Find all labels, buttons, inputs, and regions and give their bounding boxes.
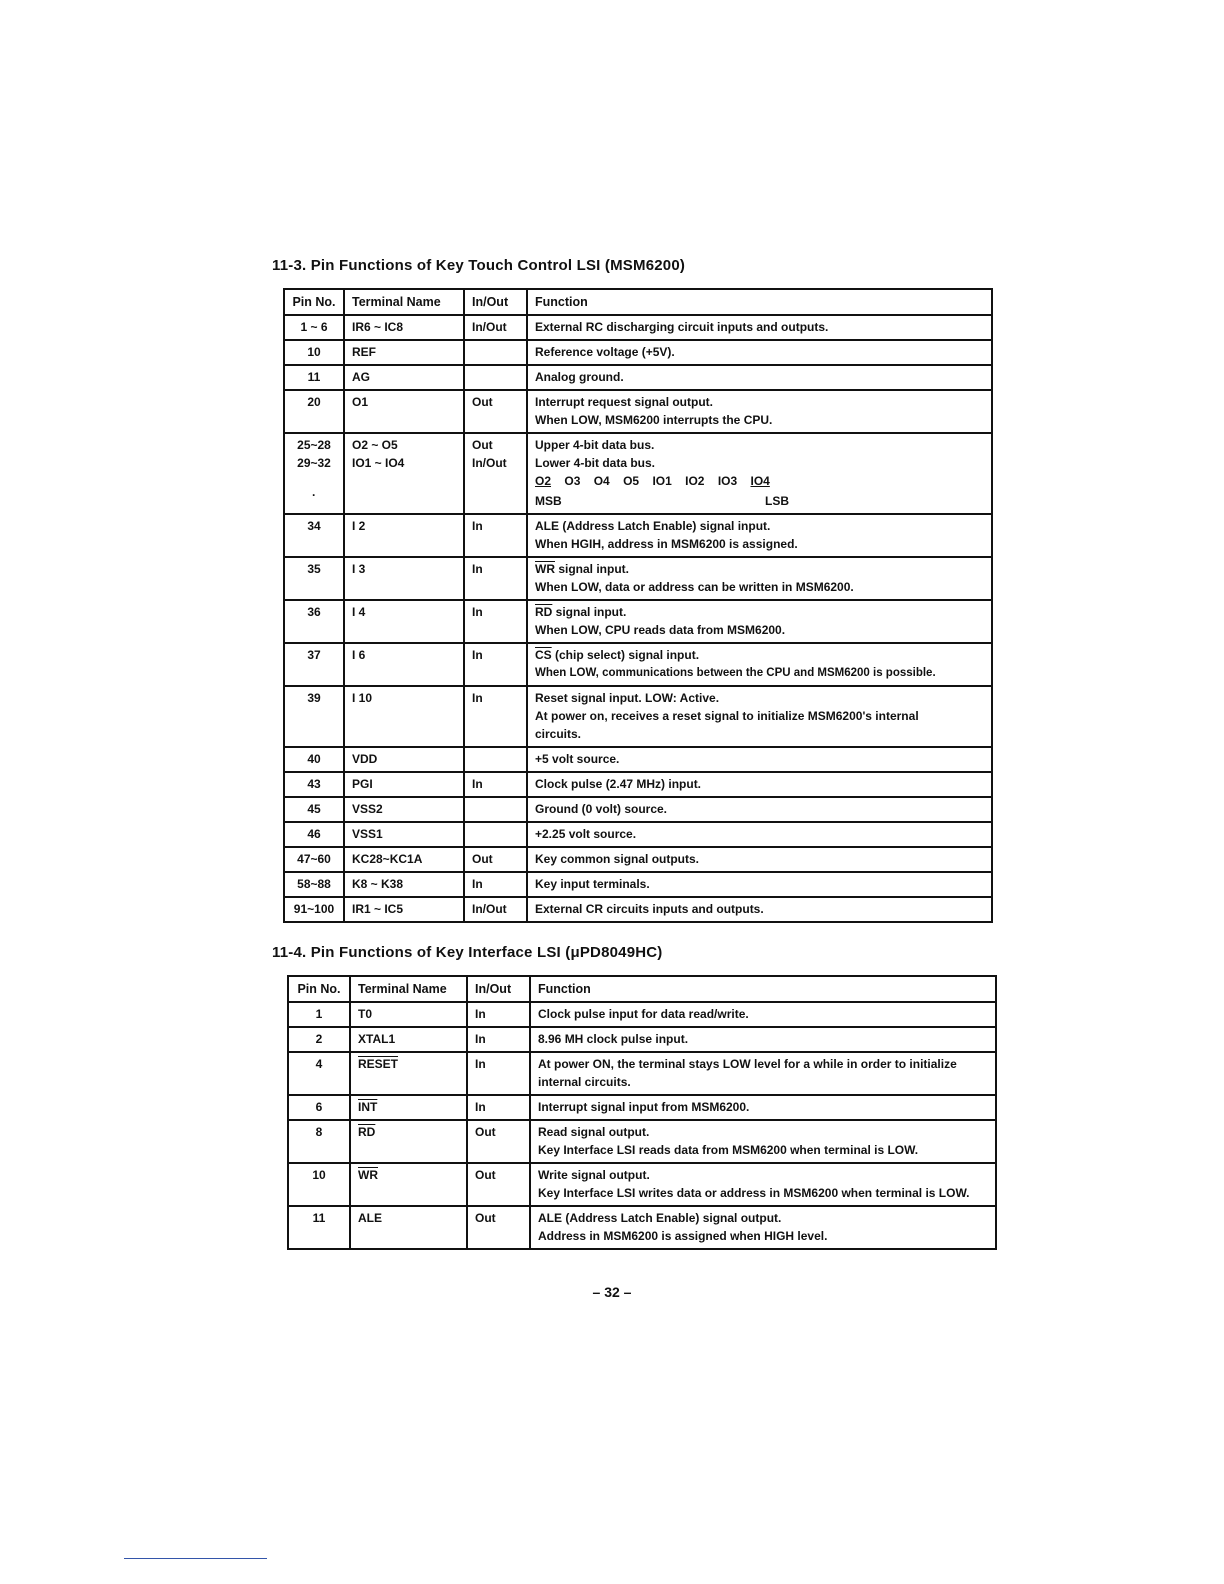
section-title-key-interface-lsi: 11-4. Pin Functions of Key Interface LSI (μPD8049HC) <box>272 944 663 961</box>
function <box>527 340 992 365</box>
function <box>527 797 992 822</box>
pin-no: 39 <box>284 686 344 747</box>
in-out: In <box>464 772 527 797</box>
stray-dot: · <box>312 488 316 502</box>
in-out: In <box>464 600 527 643</box>
function <box>530 1027 996 1052</box>
table-row <box>284 315 992 340</box>
terminal-name: KC28~KC1A <box>344 847 464 872</box>
function <box>527 643 992 686</box>
terminal-name: I 6 <box>344 643 464 686</box>
bit-label: O5 <box>623 474 640 488</box>
function-line <box>535 646 984 664</box>
table-row <box>284 686 992 747</box>
function <box>530 1052 996 1095</box>
terminal-name: PGI <box>344 772 464 797</box>
function-line: ALE (Address Latch Enable) signal output. <box>538 1211 782 1225</box>
header-in-out: In/Out <box>464 289 527 315</box>
signal-suffix: (chip select) signal input. <box>551 648 700 662</box>
table-row <box>288 1002 996 1027</box>
in-out <box>464 365 527 390</box>
function <box>527 686 992 747</box>
pin-no: 1 <box>288 1002 350 1027</box>
in-out: In <box>464 514 527 557</box>
terminal-upper: O2 ~ O5 <box>352 438 398 452</box>
function <box>527 390 992 433</box>
pin-no: 46 <box>284 822 344 847</box>
terminal-name <box>350 1052 467 1095</box>
function <box>527 315 992 340</box>
terminal-lower: IO1 ~ IO4 <box>352 456 405 470</box>
pin-no: 10 <box>288 1163 350 1206</box>
terminal-name <box>350 1163 467 1206</box>
in-out: In/Out <box>464 315 527 340</box>
bit-label: IO4 <box>750 474 770 488</box>
terminal-name: T0 <box>350 1002 467 1027</box>
signal-wr: $\overline{WR}$ <box>535 562 555 576</box>
function-line: Key Interface LSI reads data from MSM6200 when terminal is LOW. <box>538 1143 919 1157</box>
function-line: Interrupt signal input from MSM6200. <box>538 1100 750 1114</box>
table-header-row <box>288 976 996 1002</box>
in-out <box>464 433 527 514</box>
section-title-key-touch-lsi: 11-3. Pin Functions of Key Touch Control LSI (MSM6200) <box>272 257 686 274</box>
table-row <box>288 1120 996 1163</box>
table-row <box>284 643 992 686</box>
function-line: At power on, receives a reset signal to initialize MSM6200's internal circuits. <box>535 709 919 741</box>
pin-no: 37 <box>284 643 344 686</box>
pin-no: 91~100 <box>284 897 344 922</box>
in-out: In <box>467 1027 530 1052</box>
terminal-reset: RESET <box>358 1057 399 1071</box>
pin-no: 20 <box>284 390 344 433</box>
function-line: Upper 4-bit data bus. <box>535 438 655 452</box>
terminal-name: IR6 ~ IC8 <box>344 315 464 340</box>
in-out <box>464 822 527 847</box>
function <box>527 514 992 557</box>
function <box>527 433 992 514</box>
function-line <box>535 603 984 621</box>
function <box>527 557 992 600</box>
function-line: When HGIH, address in MSM6200 is assigned. <box>535 537 798 551</box>
terminal-name: VSS2 <box>344 797 464 822</box>
function <box>527 822 992 847</box>
terminal-name <box>350 1120 467 1163</box>
header-terminal-name: Terminal Name <box>344 289 464 315</box>
pin-no: 1 ~ 6 <box>284 315 344 340</box>
function-line: Interrupt request signal output. <box>535 395 714 409</box>
function-line: Ground (0 volt) source. <box>535 802 668 816</box>
pin-no: 6 <box>288 1095 350 1120</box>
function-line <box>535 560 984 578</box>
function <box>527 747 992 772</box>
terminal-rd: $\overline{RD}$ <box>358 1125 376 1139</box>
table-row <box>284 514 992 557</box>
function-line: When LOW, CPU reads data from MSM6200. <box>535 623 786 637</box>
lsb-label: LSB <box>765 494 789 508</box>
terminal-name: K8 ~ K38 <box>344 872 464 897</box>
pin-no: 11 <box>284 365 344 390</box>
terminal-name: I 4 <box>344 600 464 643</box>
signal-suffix: signal input. <box>555 562 629 576</box>
in-out: In <box>464 872 527 897</box>
bit-label: O4 <box>593 474 610 488</box>
header-pin-no: Pin No. <box>288 976 350 1002</box>
function-line: External CR circuits inputs and outputs. <box>535 902 764 916</box>
function <box>527 772 992 797</box>
pin-no: 47~60 <box>284 847 344 872</box>
terminal-name <box>350 1095 467 1120</box>
in-out: In <box>464 686 527 747</box>
terminal-name: ALE <box>350 1206 467 1249</box>
function-line: Read signal output. <box>538 1125 650 1139</box>
terminal-name: I 3 <box>344 557 464 600</box>
table-row <box>288 1095 996 1120</box>
function-line: +2.25 volt source. <box>535 827 637 841</box>
function-line: Key Interface LSI writes data or address in MSM6200 when terminal is LOW. <box>538 1186 970 1200</box>
pin-no: 11 <box>288 1206 350 1249</box>
function-line: ALE (Address Latch Enable) signal input. <box>535 519 771 533</box>
header-function: Function <box>527 289 992 315</box>
function-line: +5 volt source. <box>535 752 620 766</box>
function-line: Reset signal input. LOW: Active. <box>535 691 720 705</box>
function-line: Write signal output. <box>538 1168 650 1182</box>
function <box>527 897 992 922</box>
table-row <box>284 822 992 847</box>
in-out: In/Out <box>464 897 527 922</box>
pin-table-msm6200 <box>283 288 993 923</box>
bit-label: O3 <box>564 474 581 488</box>
header-function: Function <box>530 976 996 1002</box>
function <box>530 1206 996 1249</box>
terminal-wr: $\overline{WR}$ <box>358 1168 378 1182</box>
in-out: In <box>467 1052 530 1095</box>
function <box>530 1120 996 1163</box>
function <box>530 1163 996 1206</box>
pin-no: 58~88 <box>284 872 344 897</box>
table-row <box>284 340 992 365</box>
msb-label: MSB <box>535 494 562 508</box>
header-terminal-name: Terminal Name <box>350 976 467 1002</box>
terminal-name: REF <box>344 340 464 365</box>
table-row <box>284 365 992 390</box>
pin-no: 35 <box>284 557 344 600</box>
pin-table-upd8049hc <box>287 975 997 1250</box>
function-line: Key common signal outputs. <box>535 852 700 866</box>
pin-no: 43 <box>284 772 344 797</box>
header-pin-no: Pin No. <box>284 289 344 315</box>
in-out-upper: Out <box>472 438 493 452</box>
page-number: – 32 – <box>592 1284 632 1300</box>
function-line: Address in MSM6200 is assigned when HIGH level. <box>538 1229 828 1243</box>
bit-order <box>535 472 984 490</box>
in-out <box>464 340 527 365</box>
bit-label: IO1 <box>652 474 672 488</box>
terminal-name: VDD <box>344 747 464 772</box>
pin-no: 34 <box>284 514 344 557</box>
function-line: Analog ground. <box>535 370 624 384</box>
pin-no: 8 <box>288 1120 350 1163</box>
signal-suffix: signal input. <box>552 605 627 619</box>
terminal-name: I 2 <box>344 514 464 557</box>
table-row <box>284 847 992 872</box>
table-row <box>284 600 992 643</box>
terminal-int: $\overline{INT}$ <box>358 1100 378 1114</box>
table-row <box>284 797 992 822</box>
in-out: In <box>467 1095 530 1120</box>
bit-label: IO2 <box>685 474 705 488</box>
terminal-name: VSS1 <box>344 822 464 847</box>
in-out-lower: In/Out <box>472 456 507 470</box>
table-row <box>284 872 992 897</box>
terminal-name: O1 <box>344 390 464 433</box>
msb-lsb-row <box>535 492 789 510</box>
pin-no: 40 <box>284 747 344 772</box>
signal-rd: $\overline{RD}$ <box>535 605 553 619</box>
function-line: Clock pulse input for data read/write. <box>538 1007 749 1021</box>
in-out <box>464 797 527 822</box>
pin-no <box>284 433 344 514</box>
function-line: When LOW, MSM6200 interrupts the CPU. <box>535 413 773 427</box>
pin-no-lower: 29~32 <box>297 456 331 470</box>
table-row <box>288 1027 996 1052</box>
in-out: In <box>467 1002 530 1027</box>
function-line: Lower 4-bit data bus. <box>535 456 656 470</box>
function-line: External RC discharging circuit inputs and outputs. <box>535 320 829 334</box>
function <box>530 1002 996 1027</box>
table-row-data-bus <box>284 433 992 514</box>
table-row <box>284 772 992 797</box>
function-line: Key input terminals. <box>535 877 650 891</box>
pin-no: 36 <box>284 600 344 643</box>
table-row <box>284 557 992 600</box>
function <box>530 1095 996 1120</box>
bit-label: IO3 <box>717 474 738 488</box>
function-line: Clock pulse (2.47 MHz) input. <box>535 777 702 791</box>
terminal-name <box>344 433 464 514</box>
table-row <box>284 897 992 922</box>
in-out: Out <box>464 847 527 872</box>
table-row <box>284 390 992 433</box>
table-row <box>288 1052 996 1095</box>
header-in-out: In/Out <box>467 976 530 1002</box>
in-out: In <box>464 643 527 686</box>
signal-cs: $\overline{CS}$ <box>535 648 552 662</box>
function-line: When LOW, communications between the CPU and MSM6200 is possible. <box>535 667 936 679</box>
table-row <box>288 1206 996 1249</box>
terminal-name: XTAL1 <box>350 1027 467 1052</box>
terminal-name: I 10 <box>344 686 464 747</box>
in-out: In <box>464 557 527 600</box>
terminal-name: AG <box>344 365 464 390</box>
function <box>527 365 992 390</box>
in-out <box>464 747 527 772</box>
footnote-rule <box>124 1558 267 1559</box>
pin-no: 45 <box>284 797 344 822</box>
table-row <box>288 1163 996 1206</box>
function <box>527 600 992 643</box>
table-row <box>284 747 992 772</box>
pin-no: 4 <box>288 1052 350 1095</box>
function <box>527 872 992 897</box>
function-line: Reference voltage (+5V). <box>535 345 675 359</box>
in-out: Out <box>467 1206 530 1249</box>
table-header-row <box>284 289 992 315</box>
in-out: Out <box>467 1163 530 1206</box>
terminal-name: IR1 ~ IC5 <box>344 897 464 922</box>
bit-label: O2 <box>535 474 552 488</box>
in-out: Out <box>467 1120 530 1163</box>
function <box>527 847 992 872</box>
pin-no: 10 <box>284 340 344 365</box>
pin-no: 2 <box>288 1027 350 1052</box>
pin-no-upper: 25~28 <box>297 438 331 452</box>
function-line: At power ON, the terminal stays LOW level for a while in order to initialize internal circuits. <box>538 1057 957 1089</box>
function-line: 8.96 MH clock pulse input. <box>538 1032 689 1046</box>
in-out: Out <box>464 390 527 433</box>
function-line: When LOW, data or address can be written in MSM6200. <box>535 580 854 594</box>
